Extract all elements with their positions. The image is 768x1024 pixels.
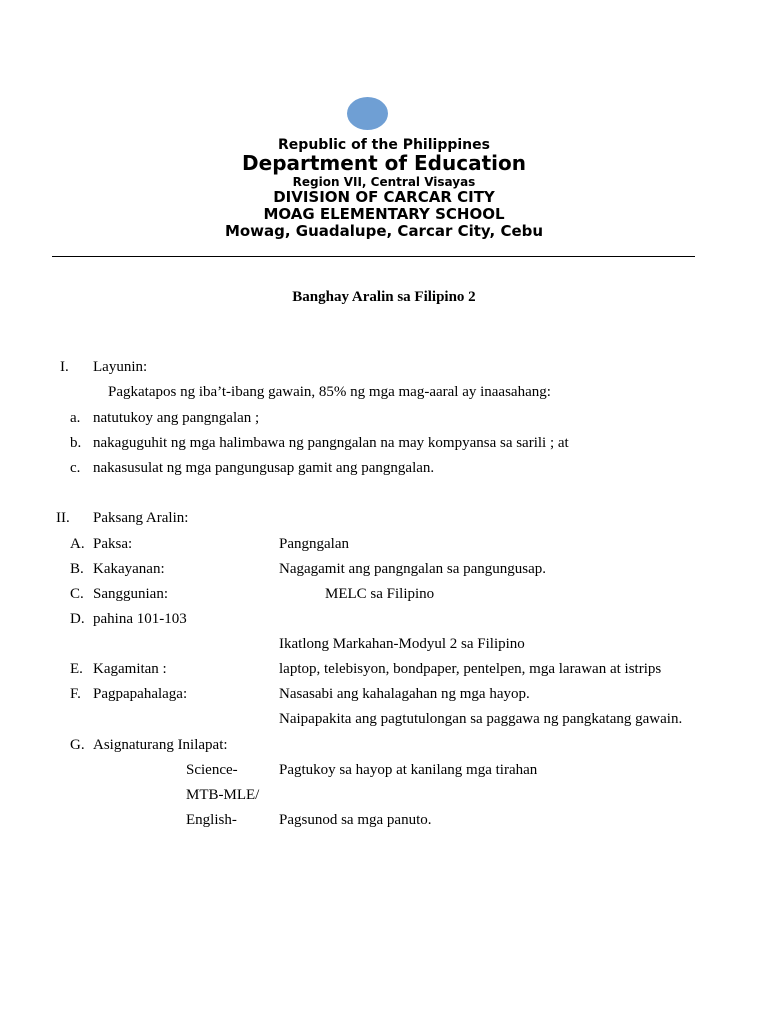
school-logo xyxy=(347,97,388,130)
objective-item: nakaguguhit ng mga halimbawa ng pangngalan na may kompyansa sa sarili ; at xyxy=(93,435,569,451)
list-marker: c. xyxy=(70,460,81,476)
values-value: Nasasabi ang kahalagahan ng mga hayop. xyxy=(279,686,530,702)
integration-subject: English- xyxy=(186,812,237,828)
section2-numeral: II. xyxy=(56,510,70,526)
list-marker: a. xyxy=(70,410,81,426)
list-marker: b. xyxy=(70,435,82,451)
list-marker: D. xyxy=(70,611,85,627)
integration-subject: Science- xyxy=(186,762,238,778)
integration-value: Pagtukoy sa hayop at kanilang mga tirahan xyxy=(279,762,538,778)
header-region: Region VII, Central Visayas xyxy=(292,175,476,189)
integration-subject: MTB-MLE/ xyxy=(186,787,260,803)
skill-value: Nagagamit ang pangngalan sa pangungusap. xyxy=(279,561,547,577)
integration-value: Pagsunod sa mga panuto. xyxy=(279,812,432,828)
header-divider xyxy=(52,256,695,257)
integration-label: Asignaturang Inilapat: xyxy=(93,737,228,753)
section1-intro: Pagkatapos ng iba’t-ibang gawain, 85% ng mga mag-aaral ay inaasahang: xyxy=(108,384,551,400)
list-marker: F. xyxy=(70,686,81,702)
section1-numeral: I. xyxy=(60,359,69,375)
topic-value: Pangngalan xyxy=(279,536,349,552)
list-marker: C. xyxy=(70,586,84,602)
list-marker: E. xyxy=(70,661,83,677)
values-label: Pagpapahalaga: xyxy=(93,686,188,702)
skill-label: Kakayanan: xyxy=(93,561,165,577)
list-marker: G. xyxy=(70,737,85,753)
page-reference: pahina 101-103 xyxy=(93,611,187,627)
header-address: Mowag, Guadalupe, Carcar City, Cebu xyxy=(224,222,544,240)
objective-item: natutukoy ang pangngalan ; xyxy=(93,410,260,426)
values-value-2: Naipapakita ang pagtutulongan sa paggawa ng pangkatang gawain. xyxy=(279,711,683,727)
header-republic: Republic of the Philippines xyxy=(278,137,490,153)
module-reference: Ikatlong Markahan-Modyul 2 sa Filipino xyxy=(279,636,525,652)
objective-item: nakasusulat ng mga pangungusap gamit ang pangngalan. xyxy=(93,460,435,476)
reference-value: MELC sa Filipino xyxy=(325,586,435,602)
header-school: MOAG ELEMENTARY SCHOOL xyxy=(263,205,505,223)
section1-heading: Layunin: xyxy=(93,359,148,375)
materials-value: laptop, telebisyon, bondpaper, pentelpen, mga larawan at istrips xyxy=(279,661,662,677)
list-marker: B. xyxy=(70,561,84,577)
list-marker: A. xyxy=(70,536,85,552)
header-department: Department of Education xyxy=(242,151,526,175)
document-title: Banghay Aralin sa Filipino 2 xyxy=(292,289,476,305)
materials-label: Kagamitan : xyxy=(93,661,167,677)
reference-label: Sanggunian: xyxy=(93,586,168,602)
topic-label: Paksa: xyxy=(93,536,133,552)
section2-heading: Paksang Aralin: xyxy=(93,510,189,526)
header-division: DIVISION OF CARCAR CITY xyxy=(273,188,495,206)
